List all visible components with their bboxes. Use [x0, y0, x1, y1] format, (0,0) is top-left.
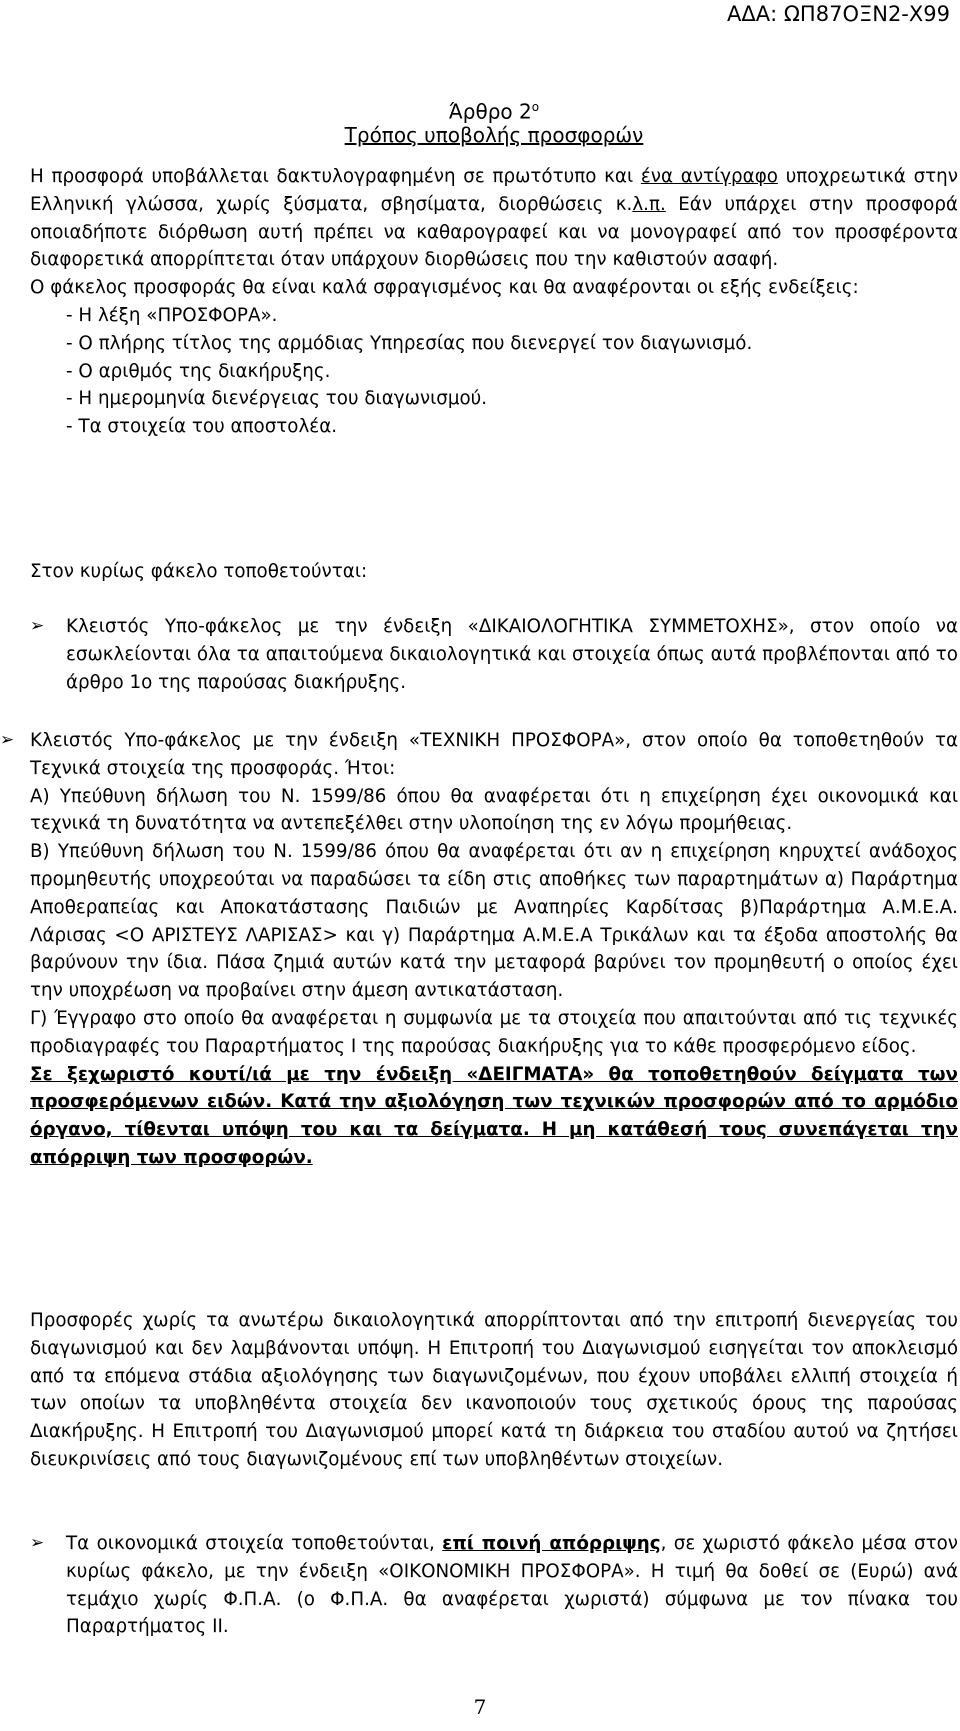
technical-item-b: Β) Υπεύθυνη δήλωση του Ν. 1599/86 όπου θα αναφέρεται ότι αν η επιχείρηση κηρυχτεί ανάδοχος προμηθευτής υποχρεούται να παραδώσει τα είδη στις αποθήκες των παραρτημάτων α) Παράρτημα Αποθεραπείας και Αποκατάστασης Παιδιών με Αναπηρίες Καρδίτσας β)Παράρτημα Α.Μ.Ε.Α. Λάρισας <Ο ΑΡΙΣΤΕΥΣ ΛΑΡΙΣΑΣ> και γ) Παράρτημα Α.Μ.Ε.Α Τρικάλων και τα έξοδα αποστολής θα βαρύνουν την ίδια. Πάσα ζημιά αυτών κατά την μεταφορά βαρύνει τον προμηθευτή ο οποίος έχει την υποχρέωση να προβαίνει στην άμεση αντικατάσταση.: [30, 841, 958, 1002]
technical-item-a: Α) Υπεύθυνη δήλωση του Ν. 1599/86 όπου θα αναφέρεται ότι η επιχείρηση έχει οικονομικά και τεχνικά τη δυνατότητα να αντεπεξέλθει στην υλοποίηση της εν λόγω προμήθειας.: [30, 785, 958, 835]
arrowhead-icon: ➢: [30, 616, 45, 636]
page-number: 7: [473, 1695, 487, 1719]
ada-code: ΑΔΑ: ΩΠ87ΟΞΝ2-Χ99: [727, 2, 950, 26]
intro-text-b: υποχρεωτικά στην Ελληνική γλώσσα, χωρίς ξύσματα, σβησίματα, διορθώσεις κ.: [30, 166, 958, 215]
financial-text-b: , σε χωριστό φάκελο μέσα στον κυρίως φάκελο, με την ένδειξη «ΟΙΚΟΝΟΜΙΚΗ ΠΡΟΣΦΟΡΑ». Η τιμή θα δοθεί σε (Ευρώ) ανά τεμάχιο χωρίς Φ.Π.Α. (ο Φ.Π.Α. θα αναφέρεται χωριστά) σύμφωνα με τον πίνακα του Παραρτήματος ΙΙ.: [66, 1533, 958, 1638]
intro-section: [30, 163, 958, 441]
intro-paragraph: [30, 163, 958, 274]
list-item: - Τα στοιχεία του αποστολέα.: [66, 416, 338, 438]
main-envelope-lead: Στον κυρίως φάκελο τοποθετούνται:: [30, 561, 368, 582]
bullet-row: [30, 613, 958, 696]
bullet-row: [0, 727, 958, 783]
article-title-sup: ο: [531, 100, 540, 114]
rejection-paragraph: Προσφορές χωρίς τα ανωτέρω δικαιολογητικά απορρίπτονται από την επιτροπή διενεργείας του διαγωνισμού και δεν λαμβάνονται υπόψη. Η Επιτροπή του Διαγωνισμού εισηγείται τον αποκλεισμό από τα επόμενα στάδια αξιολόγησης των διαγωνιζομένων, που έχουν υποβάλει ελλιπή στοιχεία ή των οποίων τα υποβληθέντα στοιχεία δεν ικανοποιούν τους σχετικούς όρους της παρούσας Διακήρυξης. Η Επιτροπή του Διαγωνισμού μπορεί κατά τη διάρκεια του σταδίου αυτού να ζητήσει διευκρινίσεις από τους διαγωνιζομένους επί των υποβληθέντων στοιχείων.: [30, 1310, 958, 1470]
technical-items: [0, 783, 958, 1172]
list-item: - Η ημερομηνία διενέργειας του διαγωνισμού.: [66, 388, 488, 410]
list-item: - Ο πλήρης τίτλος της αρμόδιας Υπηρεσίας που διενεργεί τον διαγωνισμό.: [66, 332, 753, 354]
list-item: - Η λέξη «ΠΡΟΣΦΟΡΑ».: [66, 304, 278, 326]
intro-text-a: Η προσφορά υποβάλλεται δακτυλογραφημένη σε πρωτότυπο και: [30, 166, 641, 187]
arrowhead-icon: ➢: [30, 1533, 45, 1553]
bullet-financial: [30, 1530, 958, 1641]
bullet-row: [30, 1530, 958, 1641]
intro-text-etc: λ.π.: [632, 193, 666, 215]
bullet-text: Κλειστός Υπο-φάκελος με την ένδειξη «ΤΕΧΝΙΚΗ ΠΡΟΣΦΟΡΑ», στον οποίο θα τοποθετηθούν τα Τεχνικά στοιχεία της προσφοράς. Ήτοι:: [30, 730, 958, 779]
intro-text-c: Εάν υπάρχει στην προσφορά οποιαδήποτε διόρθωση αυτή πρέπει να καθαρογραφεί και να μονογραφεί από τον προσφέροντα διαφορετικά απορρίπτεται όταν υπάρχουν διορθώσεις που την καθιστούν ασαφή.: [30, 193, 958, 271]
article-title-text: Άρθρο 2: [448, 99, 532, 124]
technical-section: [0, 727, 958, 1172]
financial-penalty: επί ποινή απόρριψης: [442, 1533, 661, 1554]
bullet-text: [66, 1530, 958, 1641]
bullet-text: Κλειστός Υπο-φάκελος με την ένδειξη «ΔΙΚΑΙΟΛΟΓΗΤΙΚΑ ΣΥΜΜΕΤΟΧΗΣ», στον οποίο να εσωκλείονται όλα τα απαιτούμενα δικαιολογητικά και στοιχεία όπως αυτά προβλέπονται από το άρθρο 1ο της παρούσας διακήρυξης.: [66, 616, 958, 693]
envelope-paragraph: Ο φάκελος προσφοράς θα είναι καλά σφραγισμένος και θα αναφέρονται οι εξής ενδείξεις:: [30, 277, 859, 299]
article-subtitle: Τρόπος υποβολής προσφορών: [344, 123, 644, 147]
list-item: - Ο αριθμός της διακήρυξης.: [66, 360, 331, 382]
samples-notice: Σε ξεχωριστό κουτί/ιά με την ένδειξη «ΔΕΙΓΜΑΤΑ» θα τοποθετηθούν δείγματα των προσφερόμενων ειδών. Κατά την αξιολόγηση των τεχνικών προσφορών από το αρμόδιο όργανο, τίθενται υπόψη του και τα δείγματα. Η μη κατάθεσή τους συνεπάγεται την απόρριψη των προσφορών.: [30, 1063, 958, 1168]
financial-text-a: Τα οικονομικά στοιχεία τοποθετούνται,: [66, 1533, 443, 1554]
arrowhead-icon: ➢: [0, 730, 15, 750]
bullet-participation: [30, 613, 958, 696]
technical-item-c: Γ) Έγγραφο στο οποίο θα αναφέρεται η συμφωνία με τα στοιχεία που απαιτούνται από τις τεχνικές προδιαγραφές του Παραρτήματος Ι της παρούσας διακήρυξης για το κάθε προσφερόμενο είδος.: [30, 1007, 958, 1057]
intro-text-copy: ένα αντίγραφο: [640, 166, 778, 187]
